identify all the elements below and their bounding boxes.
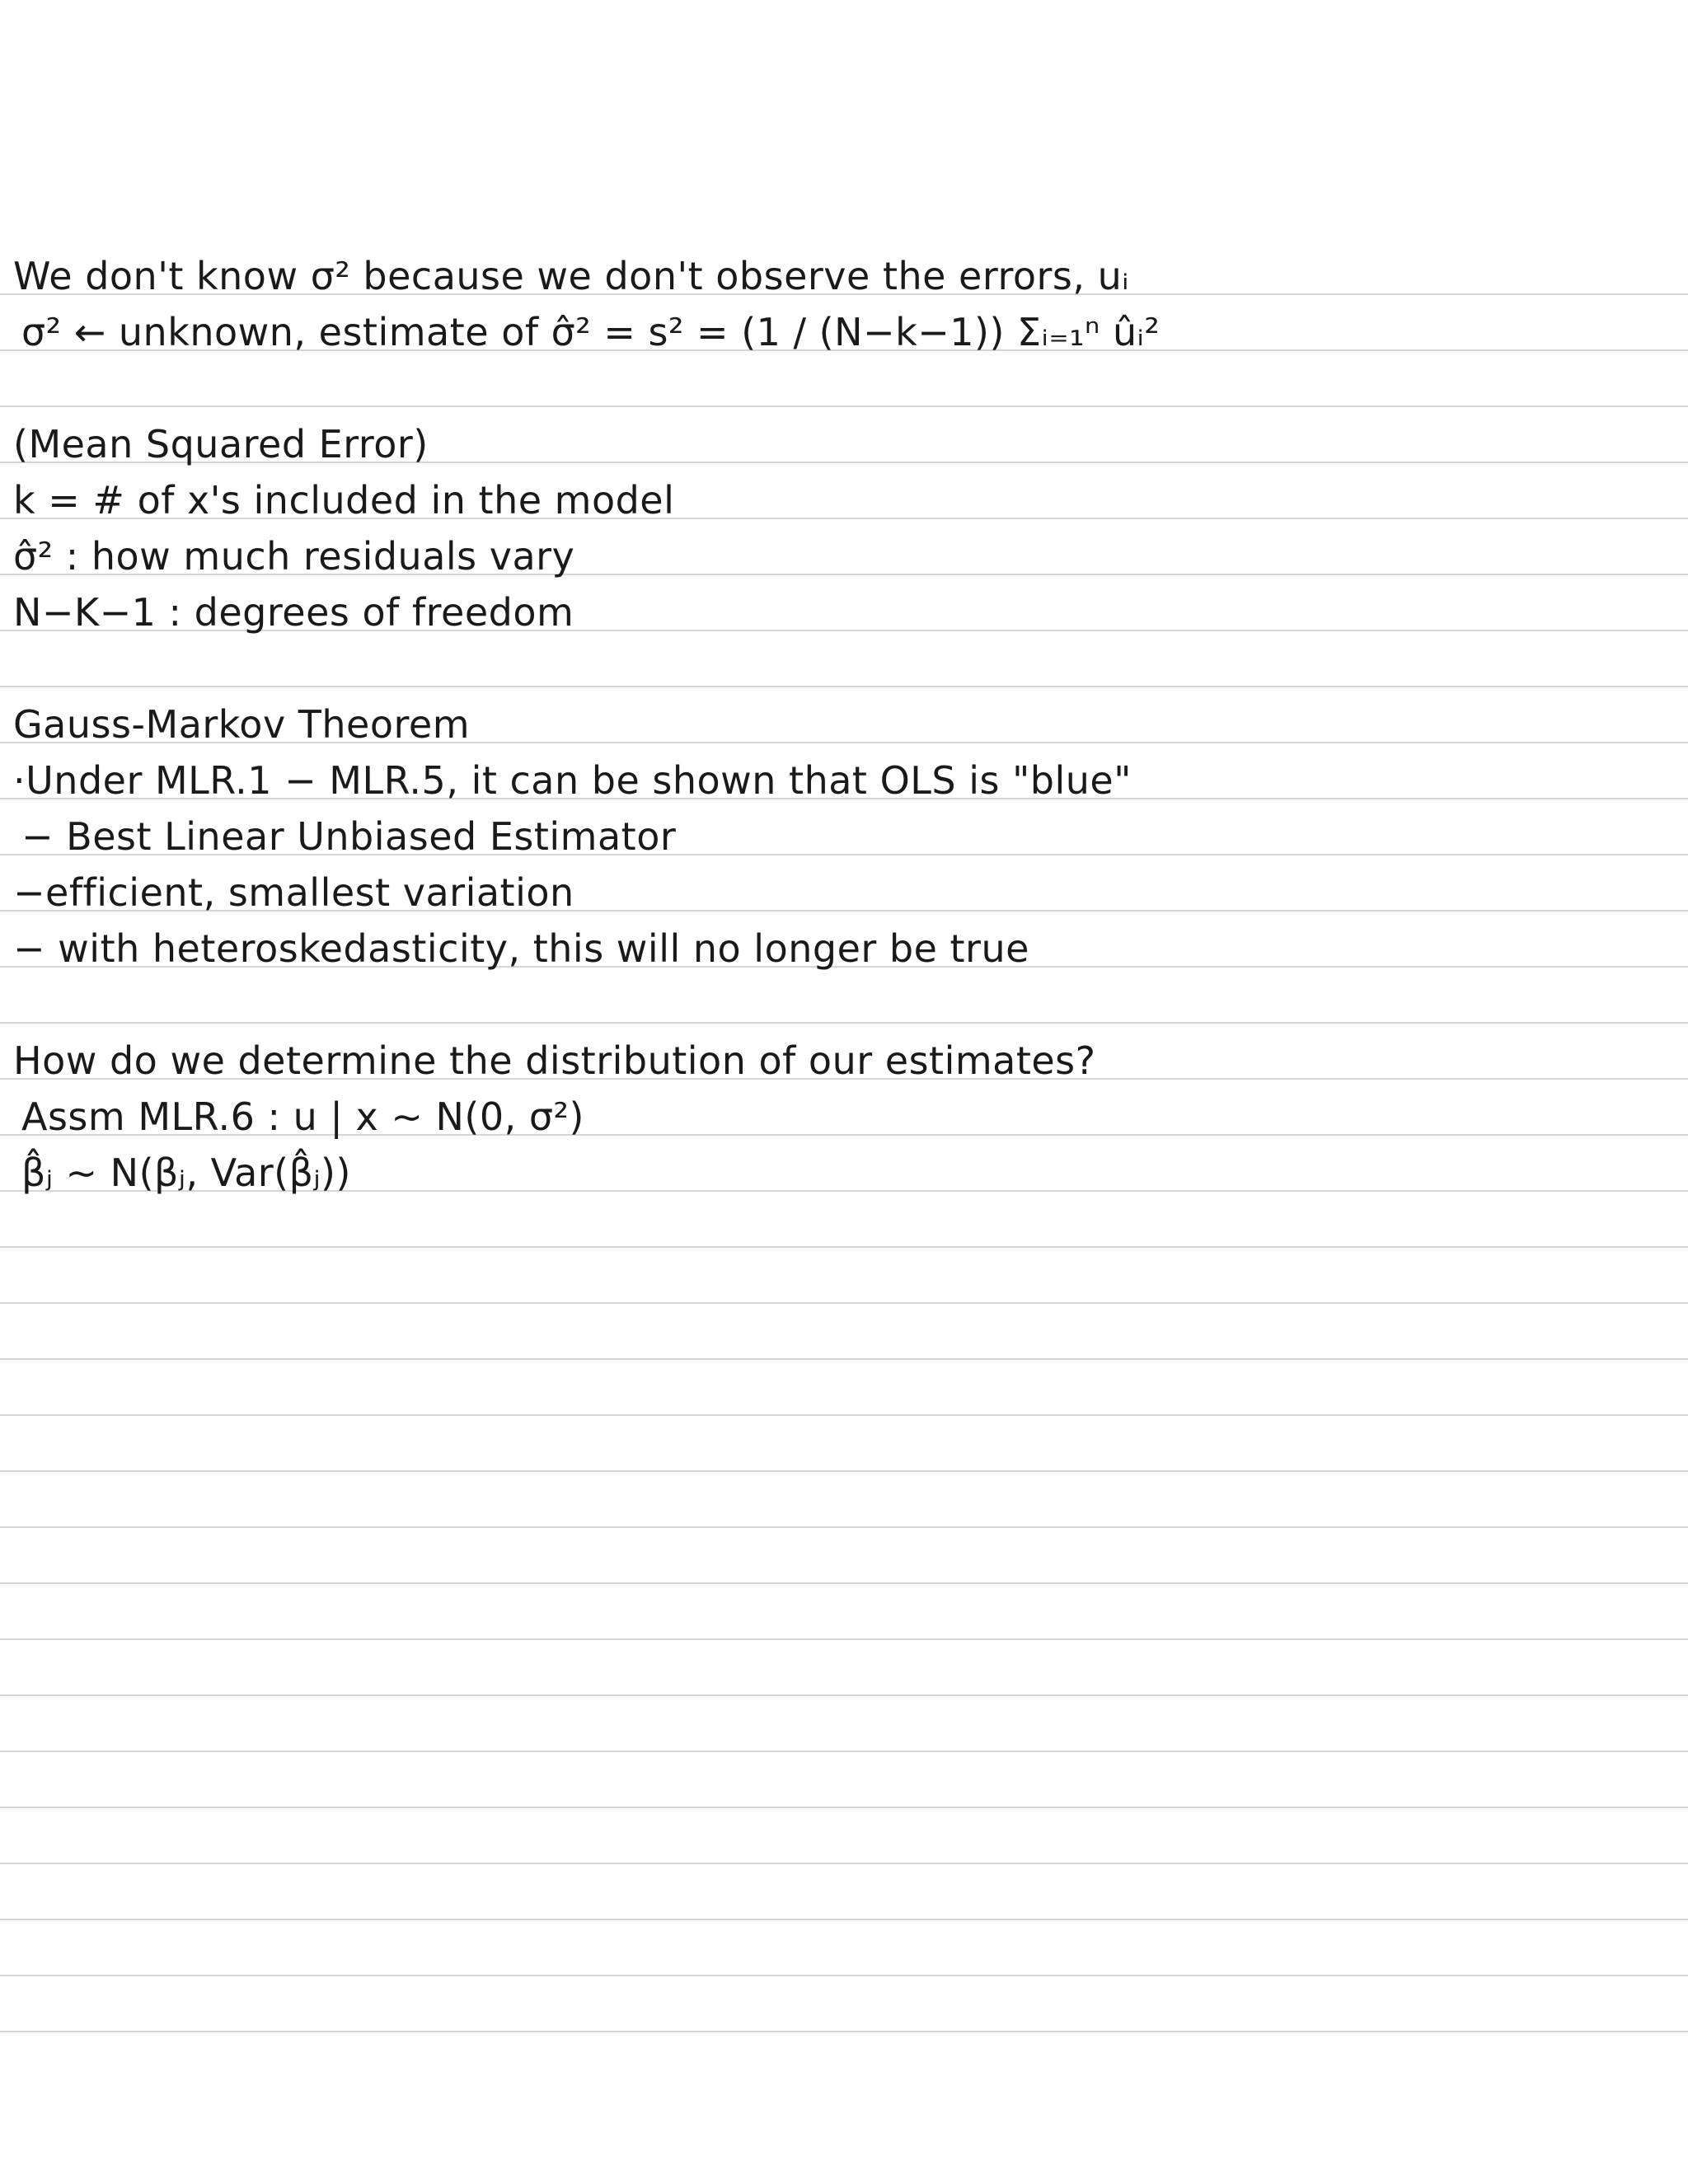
note-line-heteroskedasticity: − with heteroskedasticity, this will no longer be true — [13, 926, 1029, 971]
note-line-blue-meaning: − Best Linear Unbiased Estimator — [21, 814, 677, 859]
ruled-line — [0, 1470, 1688, 1472]
note-heading-gauss-markov: Gauss-Markov Theorem — [13, 702, 471, 747]
note-line-ols-blue: ·Under MLR.1 − MLR.5, it can be shown that OLS is "blue" — [13, 758, 1132, 803]
note-line-mlr6: Assm MLR.6 : u | x ∼ N(0, σ²) — [21, 1094, 584, 1139]
ruled-line — [0, 1022, 1688, 1024]
ruled-line — [0, 1358, 1688, 1360]
ruled-line — [0, 1246, 1688, 1248]
note-line-k-definition: k = # of x's included in the model — [13, 478, 675, 523]
ruled-line — [0, 1975, 1688, 1976]
note-line-sigma-estimate: σ² ← unknown, estimate of σ̂² = s² = (1 / (N−k−1)) Σᵢ₌₁ⁿ ûᵢ² — [21, 310, 1160, 354]
note-line-residuals-vary: σ̂² : how much residuals vary — [13, 534, 575, 579]
note-line-degrees-freedom: N−K−1 : degrees of freedom — [13, 590, 574, 635]
ruled-line — [0, 1750, 1688, 1752]
ruled-line — [0, 2031, 1688, 2032]
ruled-line — [0, 1919, 1688, 1920]
ruled-line — [0, 1302, 1688, 1304]
ruled-line — [0, 405, 1688, 407]
ruled-line — [0, 1807, 1688, 1808]
ruled-line — [0, 1526, 1688, 1528]
note-line-errors-unknown: We don't know σ² because we don't observe the errors, uᵢ — [13, 254, 1130, 298]
note-line-beta-distribution: β̂ⱼ ∼ N(βⱼ, Var(β̂ⱼ)) — [21, 1151, 351, 1195]
ruled-line — [0, 1582, 1688, 1584]
note-line-efficient: −efficient, smallest variation — [13, 870, 574, 915]
note-line-mse: (Mean Squared Error) — [13, 422, 429, 466]
ruled-line — [0, 1638, 1688, 1640]
ruled-line — [0, 1863, 1688, 1864]
ruled-line — [0, 1414, 1688, 1416]
note-line-distribution-question: How do we determine the distribution of our estimates? — [13, 1038, 1096, 1083]
ruled-line — [0, 686, 1688, 687]
ruled-line — [0, 1694, 1688, 1696]
